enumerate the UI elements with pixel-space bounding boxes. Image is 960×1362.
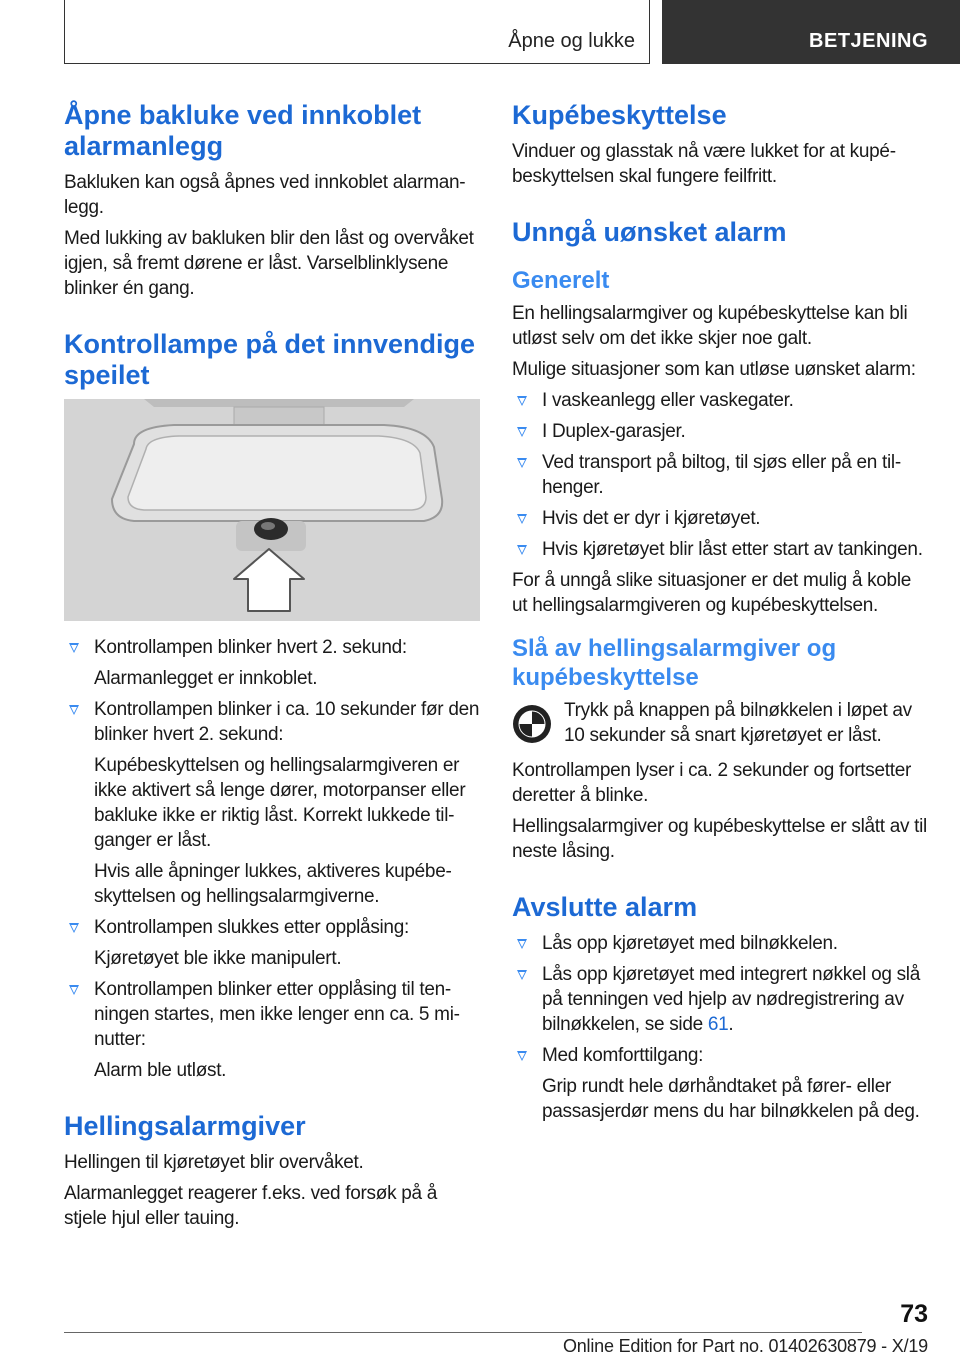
list-item-subtext: Grip rundt hele dørhåndtaket på fører- eller passasjerdør mens du har bilnøkkelen på deg. — [542, 1076, 920, 1122]
list-item — [512, 506, 927, 531]
triangle-bullet-icon — [517, 396, 527, 406]
triangle-bullet-icon — [69, 985, 79, 995]
paragraph: Kontrollampen lyser i ca. 2 sekunder og fortsetter deretter å blinke. — [512, 760, 911, 806]
list-item — [512, 537, 927, 562]
paragraph: Hellingen til kjøretøyet blir overvåket. — [64, 1152, 364, 1173]
paragraph: Mulige situasjoner som kan utløse uønsket alarm: — [512, 359, 916, 380]
footer-edition: Online Edition for Part no. 01402630879 - X/19 — [562, 1336, 928, 1356]
heading-indicator-lamp: Kontrollampe på det innvendige speilet — [64, 329, 476, 390]
list-item-text: I Duplex-garasjer. — [542, 421, 686, 442]
section-tab — [662, 0, 960, 64]
list-item-text: Ved transport på biltog, til sjøs eller på en tilhenger. — [542, 452, 902, 498]
heading-avoid-alarm: Unngå uønsket alarm — [512, 217, 787, 247]
paragraph: Vinduer og glasstak nå være lukket for at kupébeskyttelsen skal fungere feilfritt. — [512, 141, 897, 187]
list-item-subtext: Alarmanlegget er innkoblet. — [94, 668, 318, 689]
paragraph: Bakluken kan også åpnes ved innkoblet alarmanlegg. — [64, 172, 466, 218]
triangle-bullet-icon — [517, 514, 527, 524]
triangle-bullet-icon — [517, 545, 527, 555]
list-item-subtext: Alarm ble utløst. — [94, 1060, 227, 1081]
list-item — [64, 697, 484, 909]
list-item-text: Lås opp kjøretøyet med bilnøkkelen. — [542, 933, 838, 954]
page-number: 73 — [900, 1300, 928, 1328]
list-item-text: Kontrollampen slukkes etter opplåsing: — [94, 917, 409, 938]
list-item-subtext: Kupébeskyttelsen og hellingsalarmgiveren er ikke aktivert så lenge dører, motorpanser eller bakluke ikke er riktig låst. Korrekt lukkede tilganger er låst. — [94, 755, 466, 851]
list-item — [64, 635, 484, 691]
situation-list — [512, 388, 927, 562]
heading-tilt-alarm: Hellingsalarmgiver — [64, 1111, 306, 1141]
mirror-image — [64, 399, 480, 621]
paragraph: Trykk på knappen på bilnøkkelen i løpet av 10 sekunder så snart kjøretøyet er låst. — [564, 700, 912, 746]
list-item-text: Kontrollampen blinker hvert 2. sekund: — [94, 637, 407, 658]
chapter-title: Åpne og lukke — [508, 30, 635, 52]
paragraph: Med lukking av bakluken blir den låst og overvåket igjen, så fremt dørene er låst. Varselblinklysene blinker én gang. — [64, 228, 474, 299]
page-link[interactable]: 61 — [707, 1014, 729, 1035]
triangle-bullet-icon — [69, 705, 79, 715]
indicator-list — [64, 635, 484, 1083]
list-item — [512, 450, 927, 500]
list-item — [512, 388, 927, 413]
list-item-text: . — [728, 1014, 734, 1035]
list-item-text: Med komforttilgang: — [542, 1045, 704, 1066]
list-item-text: Kontrollampen blinker etter opplåsing til tenningen startes, men ikke lenger enn ca. 5 minutter: — [94, 979, 460, 1050]
paragraph: For å unngå slike situasjoner er det mulig å koble ut hellingsalarmgiveren og kupébeskyttelsen. — [512, 570, 912, 616]
list-item — [512, 419, 927, 444]
section-tab-label: BETJENING — [809, 30, 928, 52]
list-item-text: I vaskeanlegg eller vaskegater. — [542, 390, 794, 411]
list-item-subtext: Kjøretøyet ble ikke manipulert. — [94, 948, 342, 969]
subheading-disable-alarm: Slå av hellingsalarmgiver og kupébeskyttelse — [512, 635, 837, 691]
list-item-text: Hvis det er dyr i kjøretøyet. — [542, 508, 761, 529]
list-item-text: Lås opp kjøretøyet med integrert nøkkel og slå på tenningen ved hjelp av nødregistrering av bilnøkkelen, se side — [542, 964, 920, 1035]
paragraph: Hellingsalarmgiver og kupébeskyttelse er slått av til neste låsing. — [512, 816, 927, 862]
bmw-logo-icon — [512, 704, 552, 744]
footer-divider — [64, 1332, 862, 1333]
triangle-bullet-icon — [69, 643, 79, 653]
list-item — [512, 962, 927, 1037]
left-column — [64, 100, 484, 1237]
list-item — [64, 977, 484, 1083]
header-title-box — [64, 0, 650, 64]
triangle-bullet-icon — [517, 970, 527, 980]
triangle-bullet-icon — [517, 1051, 527, 1061]
subheading-general: Generelt — [512, 267, 610, 294]
list-item — [512, 1043, 927, 1124]
right-column — [512, 100, 927, 1130]
list-item — [512, 931, 927, 956]
triangle-bullet-icon — [517, 427, 527, 437]
heading-interior-protection: Kupébeskyttelse — [512, 100, 727, 130]
paragraph: Alarmanlegget reagerer f.eks. ved forsøk på å stjele hjul eller tauing. — [64, 1183, 438, 1229]
triangle-bullet-icon — [517, 458, 527, 468]
paragraph: En hellingsalarmgiver og kupébeskyttelse kan bli utløst selv om det ikke skjer noe galt. — [512, 303, 908, 349]
list-item — [64, 915, 484, 971]
triangle-bullet-icon — [517, 939, 527, 949]
list-item-text: Hvis kjøretøyet blir låst etter start av tankingen. — [542, 539, 923, 560]
key-button-instruction — [512, 698, 927, 752]
mirror-illustration — [64, 399, 480, 621]
list-item-text: Kontrollampen blinker i ca. 10 sekunder før den blinker hvert 2. sekund: — [94, 699, 480, 745]
stop-alarm-list — [512, 931, 927, 1124]
heading-open-tailgate: Åpne bakluke ved innkoblet alarmanlegg — [64, 100, 422, 161]
heading-stop-alarm: Avslutte alarm — [512, 892, 698, 922]
triangle-bullet-icon — [69, 923, 79, 933]
list-item-subtext: Hvis alle åpninger lukkes, aktiveres kupébeskyttelsen og hellingsalarmgiverne. — [94, 861, 452, 907]
